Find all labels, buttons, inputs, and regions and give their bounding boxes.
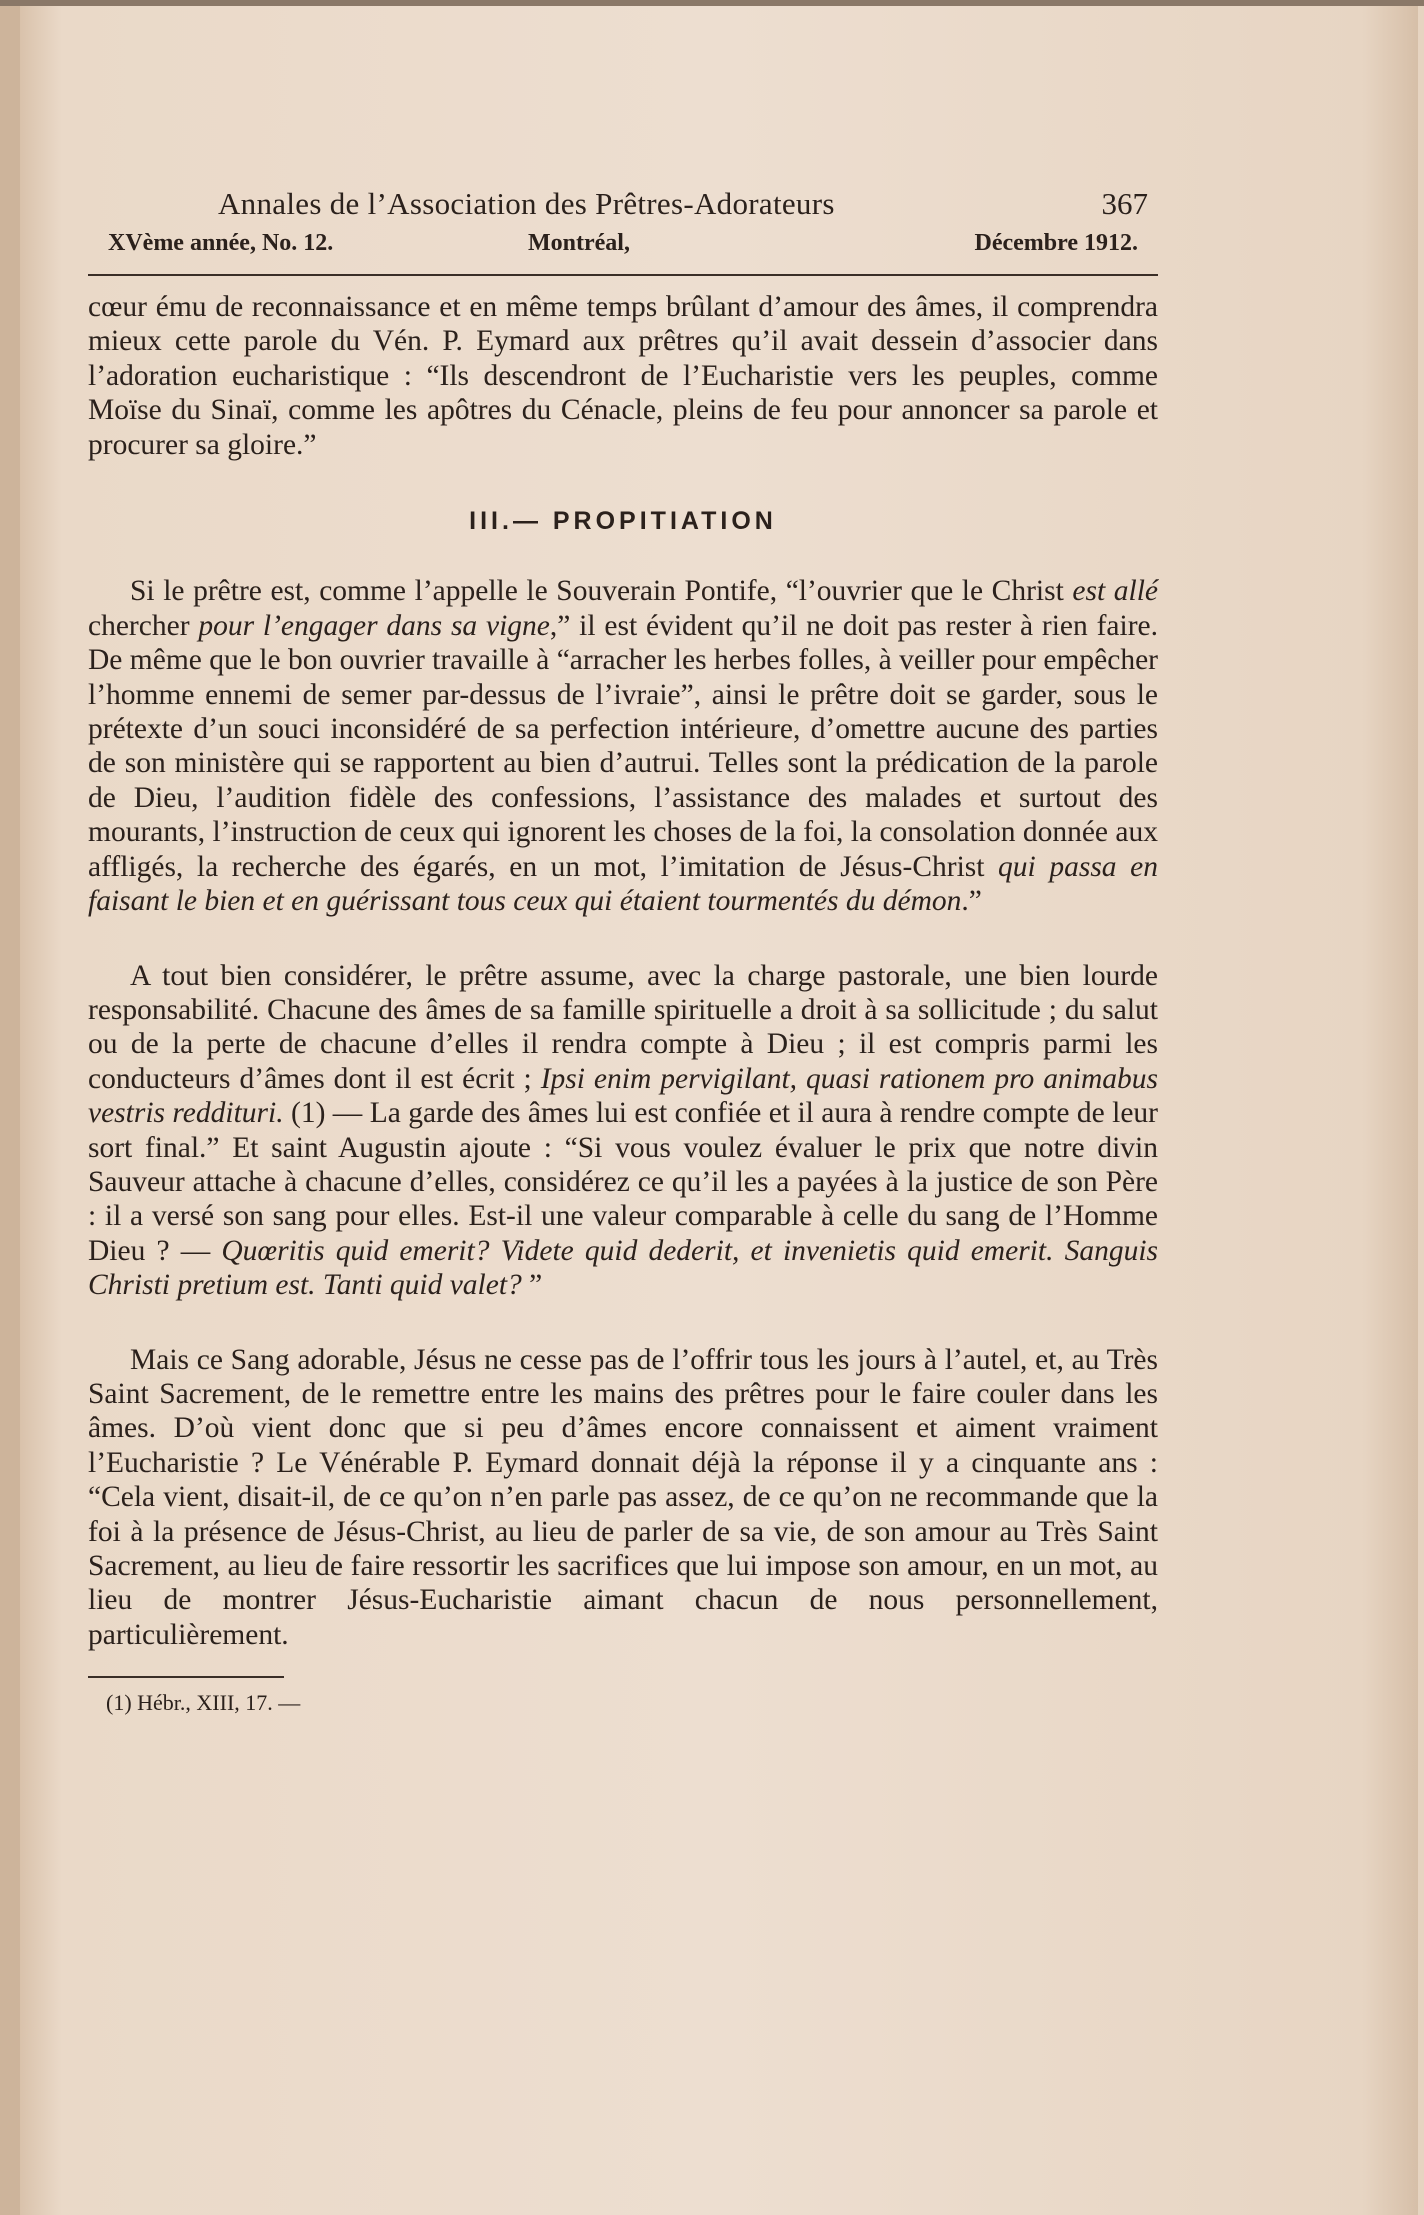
p2-italic: Quœritis quid emerit? Videte quid dederit, et invenietis quid emerit. Sanguis Christi pretium est. Tanti quid valet?: [88, 1234, 1159, 1302]
paragraph-1: [88, 574, 1158, 918]
p1-italic: pour l’engager dans sa vigne: [198, 609, 550, 642]
p1-text: Si le prêtre est, comme l’appelle le Souverain Pontife, “l’ouvrier que le Christ: [130, 575, 1073, 608]
intro-paragraph: cœur ému de reconnaissance et en même temps brûlant d’amour des âmes, il comprendra mieux cette parole du Vén. P. Eymard aux prêtres qu’il avait dessein d’associer dans l’adoration eucharistique : “Ils descendront de l’Eucharistie vers les peuples, comme Moïse du Sinaï, comme les apôtres du Cénacle, pleins de feu pour annoncer sa parole et procurer sa gloire.”: [88, 291, 1158, 461]
p1-text: chercher: [88, 609, 199, 642]
issue-place: Montréal,: [528, 230, 630, 256]
paragraph-3: Mais ce Sang adorable, Jésus ne cesse pas de l’offrir tous les jours à l’autel, et, au Très Saint Sacrement, de le remettre entre les mains des prêtres pour le faire couler dans les âmes. D’où vient donc que si peu d’âmes encore connaissent et aiment vraiment l’Eucharistie ? Le Vénérable P. Eymard donnait déjà la réponse il y a cinquante ans : “Cela vient, disait-il, de ce qu’on n’en parle pas assez, de ce qu’on ne recommande que la foi à la présence de Jésus-Christ, au lieu de parler de sa vie, de son amour au Très Saint Sacrement, au lieu de faire ressortir les sacrifices que lui impose son amour, en un mot, au lieu de montrer Jésus-Eucharistie aimant chacun de nous personnellement, particulièrement.: [88, 1343, 1158, 1651]
p1-text: .”: [961, 885, 982, 918]
footnote-rule: [88, 1676, 284, 1678]
p2-text: ”: [521, 1269, 543, 1302]
issue-volume: XVème année, No. 12.: [108, 230, 334, 256]
running-title: Annales de l’Association des Prêtres-Adorateurs: [218, 186, 835, 221]
book-spine: [0, 0, 20, 2215]
footnote: (1) Hébr., XIII, 17. —: [106, 1690, 301, 1716]
p2-text: (1) — La garde des âmes lui est confiée et il aura à rendre compte de leur sort final.” Et saint Augustin ajoute : “Si vous voulez évaluer le prix que notre divin Sauveur attache à chacune d’elles, considérez ce qu’il les a payées à la justice de son Père : il a versé son sang pour elles. Est-il une valeur comparable à celle du sang de l’Homme Dieu ? —: [88, 1097, 1158, 1267]
p1-italic: est allé: [1072, 575, 1158, 608]
p2-text: A tout bien considérer, le prêtre assume, avec la charge pastorale, une bien lourde responsabilité. Chacune des âmes de sa famille spirituelle a droit à sa sollicitude ; du salut ou de la perte de chacune d’elles il rendra compte à Dieu ; il est compris parmi les conducteurs d’âmes dont il est écrit ;: [88, 959, 1158, 1095]
section-heading: III.— PROPITIATION: [469, 507, 777, 536]
header-rule: [88, 274, 1158, 276]
p1-italic: qui passa en faisant le bien et en guérissant tous ceux qui étaient tourmentés du démon: [88, 850, 1158, 918]
p2-italic: Ipsi enim pervigilant, quasi rationem pro animabus vestris redditurі.: [88, 1062, 1158, 1130]
issue-date: Décembre 1912.: [974, 230, 1138, 256]
paragraph-2: [88, 959, 1158, 1303]
page-number: 367: [1101, 186, 1148, 221]
p1-text: ,” il est évident qu’il ne doit pas rester à rien faire. De même que le bon ouvrier travaille à “arracher les herbes folles, à veiller pour empêcher l’homme ennemi de semer par-dessus de l’ivraie”, ainsi le prêtre doit se garder, sous le prétexte d’un souci inconsidéré de sa perfection intérieure, d’omettre aucune des parties de son ministère qui se rapportent au bien d’autrui. Telles sont la prédication de la parole de Dieu, l’audition fidèle des confessions, l’assistance des malades et surtout des mourants, l’instruction de ceux qui ignorent les choses de la foi, la consolation donnée aux affligés, la recherche des égarés, en un mot, l’imitation de Jésus-Christ: [88, 609, 1159, 883]
body-text: [88, 290, 1158, 1721]
